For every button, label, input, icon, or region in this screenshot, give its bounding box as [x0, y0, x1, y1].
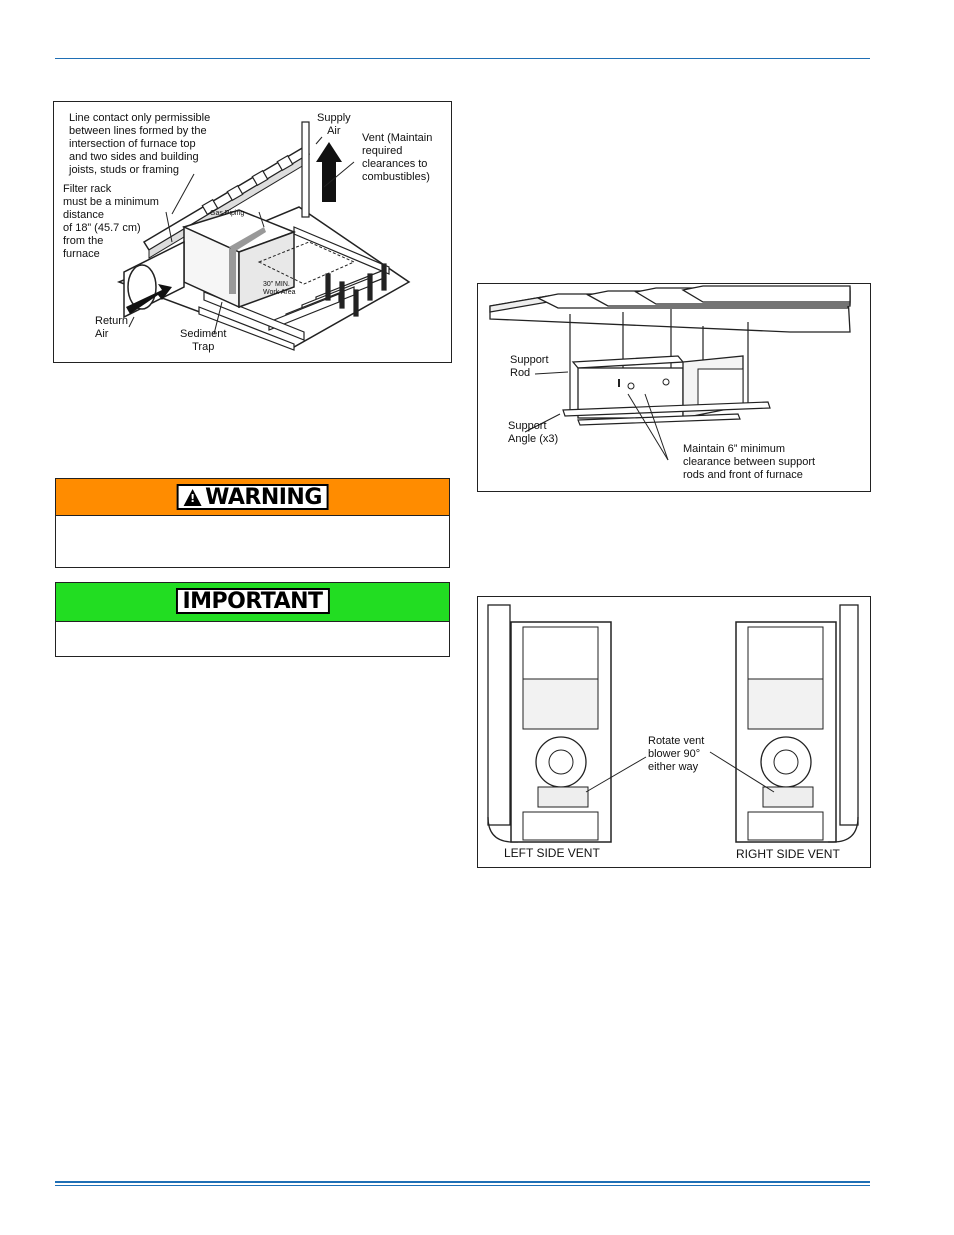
footer-rule-thin	[55, 1185, 870, 1186]
vent-orientation-figure	[477, 596, 871, 868]
suspended-furnace-figure	[477, 283, 871, 492]
attic-installation-figure	[53, 101, 452, 363]
important-label: IMPORTANT	[182, 588, 323, 614]
warning-box	[55, 478, 450, 568]
vent-label: Vent (Maintain required clearances to combustibles)	[362, 132, 433, 183]
warning-badge	[176, 484, 329, 510]
right-side-vent-label: RIGHT SIDE VENT	[736, 847, 840, 861]
line-contact-label: Line contact only permissible between lines formed by the intersection of furnace top and two sides and building joists, studs or framing	[69, 112, 211, 176]
footer-rule	[55, 1181, 870, 1183]
warning-label: WARNING	[205, 484, 322, 510]
support-rod-label: Support Rod	[510, 354, 549, 379]
rotate-vent-label: Rotate vent blower 90° either way	[648, 735, 705, 773]
important-badge	[175, 588, 329, 614]
warning-header	[56, 479, 449, 516]
filter-rack-label: Filter rack must be a minimum distance of 18” (45.7 cm) from the furnace	[63, 183, 159, 260]
sediment-trap-label: Sediment Trap	[180, 328, 227, 353]
vent-orientation-drawing	[478, 597, 870, 867]
important-header	[56, 583, 449, 622]
left-side-vent-label: LEFT SIDE VENT	[504, 846, 600, 860]
work-area-label: 30” MIN. Work Area	[263, 281, 296, 296]
important-box	[55, 582, 450, 657]
warning-triangle-icon: !	[183, 489, 201, 506]
header-rule	[55, 58, 870, 59]
clearance-label: Maintain 6” minimum clearance between support rods and front of furnace	[683, 443, 816, 481]
supply-air-label: Supply Air	[317, 112, 351, 137]
support-angle-label: Support Angle (x3)	[508, 420, 559, 445]
return-air-label: Return Air	[95, 315, 129, 340]
gas-piping-label: Gas Piping	[210, 210, 245, 217]
